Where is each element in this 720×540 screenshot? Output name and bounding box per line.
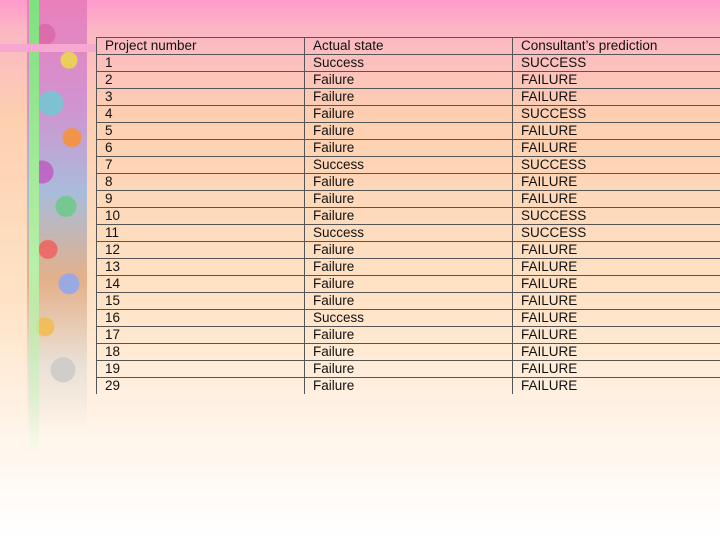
cell-project-number: 8 [97, 174, 305, 191]
table-row [97, 242, 720, 259]
cell-consultant-prediction: FAILURE [513, 310, 720, 327]
cell-consultant-prediction: FAILURE [513, 361, 720, 378]
cell-actual-state: Failure [305, 174, 513, 191]
table-row [97, 344, 720, 361]
cell-actual-state: Failure [305, 140, 513, 157]
project-prediction-table [96, 37, 720, 394]
cell-actual-state: Failure [305, 361, 513, 378]
cell-actual-state: Failure [305, 89, 513, 106]
table-row [97, 259, 720, 276]
cell-actual-state: Failure [305, 123, 513, 140]
cell-consultant-prediction: FAILURE [513, 123, 720, 140]
cell-project-number: 16 [97, 310, 305, 327]
cell-project-number: 3 [97, 89, 305, 106]
cell-actual-state: Failure [305, 72, 513, 89]
table-row [97, 310, 720, 327]
cell-actual-state: Failure [305, 276, 513, 293]
table-row [97, 55, 720, 72]
table-row [97, 225, 720, 242]
cell-project-number: 13 [97, 259, 305, 276]
cell-project-number: 7 [97, 157, 305, 174]
cell-actual-state: Success [305, 157, 513, 174]
cell-actual-state: Failure [305, 344, 513, 361]
cell-project-number: 15 [97, 293, 305, 310]
cell-consultant-prediction: FAILURE [513, 242, 720, 259]
cell-actual-state: Failure [305, 378, 513, 395]
cell-project-number: 10 [97, 208, 305, 225]
cell-project-number: 12 [97, 242, 305, 259]
project-table-container [96, 37, 720, 394]
decorative-green-bar [29, 0, 39, 450]
table-row [97, 327, 720, 344]
table-row [97, 140, 720, 157]
cell-consultant-prediction: FAILURE [513, 378, 720, 395]
cell-consultant-prediction: FAILURE [513, 174, 720, 191]
cell-consultant-prediction: FAILURE [513, 89, 720, 106]
header-project-number: Project number [97, 38, 305, 55]
cell-project-number: 29 [97, 378, 305, 395]
cell-project-number: 9 [97, 191, 305, 208]
cell-consultant-prediction: SUCCESS [513, 157, 720, 174]
table-row [97, 276, 720, 293]
header-actual-state: Actual state [305, 38, 513, 55]
cell-project-number: 2 [97, 72, 305, 89]
cell-project-number: 14 [97, 276, 305, 293]
cell-consultant-prediction: SUCCESS [513, 106, 720, 123]
cell-consultant-prediction: SUCCESS [513, 55, 720, 72]
cell-actual-state: Failure [305, 208, 513, 225]
table-body [97, 38, 720, 395]
cell-consultant-prediction: FAILURE [513, 276, 720, 293]
table-row [97, 157, 720, 174]
cell-consultant-prediction: FAILURE [513, 191, 720, 208]
cell-project-number: 18 [97, 344, 305, 361]
cell-consultant-prediction: SUCCESS [513, 225, 720, 242]
cell-actual-state: Success [305, 310, 513, 327]
cell-project-number: 19 [97, 361, 305, 378]
table-row [97, 106, 720, 123]
table-row [97, 361, 720, 378]
table-row [97, 208, 720, 225]
table-row [97, 378, 720, 395]
cell-actual-state: Failure [305, 327, 513, 344]
cell-actual-state: Success [305, 55, 513, 72]
table-row [97, 123, 720, 140]
cell-actual-state: Failure [305, 242, 513, 259]
table-row [97, 191, 720, 208]
table-row [97, 174, 720, 191]
cell-project-number: 1 [97, 55, 305, 72]
cell-consultant-prediction: FAILURE [513, 140, 720, 157]
cell-actual-state: Success [305, 225, 513, 242]
cell-consultant-prediction: FAILURE [513, 293, 720, 310]
header-consultant-prediction: Consultant’s prediction [513, 38, 720, 55]
cell-project-number: 6 [97, 140, 305, 157]
cell-project-number: 4 [97, 106, 305, 123]
cell-consultant-prediction: FAILURE [513, 259, 720, 276]
cell-actual-state: Failure [305, 106, 513, 123]
cell-consultant-prediction: SUCCESS [513, 208, 720, 225]
cell-actual-state: Failure [305, 293, 513, 310]
cell-consultant-prediction: FAILURE [513, 327, 720, 344]
cell-actual-state: Failure [305, 191, 513, 208]
cell-project-number: 5 [97, 123, 305, 140]
cell-project-number: 17 [97, 327, 305, 344]
cell-actual-state: Failure [305, 259, 513, 276]
table-row [97, 72, 720, 89]
cell-consultant-prediction: FAILURE [513, 344, 720, 361]
cell-project-number: 11 [97, 225, 305, 242]
table-row [97, 293, 720, 310]
table-header-row [97, 38, 720, 55]
decorative-pink-line [0, 44, 96, 52]
table-row [97, 89, 720, 106]
cell-consultant-prediction: FAILURE [513, 72, 720, 89]
